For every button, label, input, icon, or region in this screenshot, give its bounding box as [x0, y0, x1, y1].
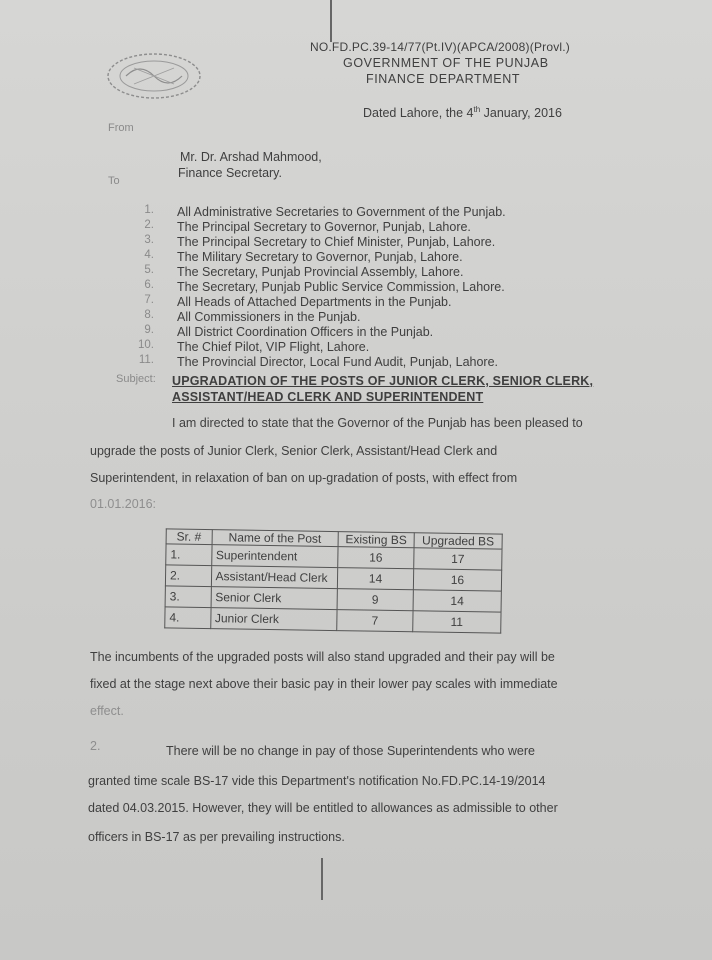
reference-number: NO.FD.PC.39-14/77(Pt.IV)(APCA/2008)(Provl.) [310, 40, 571, 54]
sender-name: Mr. Dr. Arshad Mahmood, [180, 150, 322, 164]
subject-label: Subject: [116, 373, 156, 385]
cell-existing: 16 [338, 547, 414, 569]
recipient-item: The Principal Secretary to Chief Minister, Punjab, Lahore. [177, 235, 496, 249]
cell-existing: 9 [337, 589, 413, 611]
cell-upgraded: 14 [413, 590, 501, 612]
sender-designation: Finance Secretary. [178, 166, 282, 180]
body-line: upgrade the posts of Junior Clerk, Senior Clerk, Assistant/Head Clerk and [90, 444, 498, 458]
recipient-number: 1. [144, 204, 154, 216]
recipient-item: All District Coordination Officers in the Punjab. [177, 325, 434, 339]
cell-upgraded: 16 [413, 569, 501, 591]
recipient-number: 7. [144, 294, 154, 306]
recipient-item: The Secretary, Punjab Provincial Assembly, Lahore. [177, 265, 464, 279]
recipient-item: The Military Secretary to Governor, Punjab, Lahore. [177, 250, 463, 264]
recipient-item: All Commissioners in the Punjab. [177, 310, 361, 324]
body-line: effect. [90, 704, 124, 718]
recipient-item: All Heads of Attached Departments in the Punjab. [177, 295, 452, 309]
crease-top [330, 0, 332, 42]
recipient-number: 8. [144, 309, 154, 321]
subject-heading [172, 373, 593, 405]
recipient-item: The Provincial Director, Local Fund Audit, Punjab, Lahore. [177, 355, 499, 369]
cell-post: Junior Clerk [210, 608, 337, 631]
cell-post: Superintendent [211, 545, 338, 568]
header-post: Name of the Post [212, 530, 339, 547]
header-upgraded: Upgraded BS [414, 533, 502, 549]
recipient-item: The Principal Secretary to Governor, Punjab, Lahore. [177, 220, 471, 234]
header-sr: Sr. # [166, 529, 212, 545]
body-line: granted time scale BS-17 vide this Department's notification No.FD.PC.14-19/2014 [88, 774, 546, 788]
upgradation-table [164, 528, 503, 633]
to-label: To [108, 175, 120, 187]
cell-existing: 14 [337, 568, 413, 590]
body-line: officers in BS-17 as per prevailing instructions. [88, 830, 345, 844]
cell-post: Assistant/Head Clerk [211, 566, 338, 589]
cell-sr: 1. [166, 544, 212, 566]
body-line: dated 04.03.2015. However, they will be entitled to allowances as admissible to other [88, 801, 558, 815]
letter-date: Dated Lahore, the 4th January, 2016 [363, 105, 562, 121]
cell-sr: 3. [165, 586, 211, 608]
cell-post: Senior Clerk [211, 587, 338, 610]
body-line: I am directed to state that the Governor of the Punjab has been pleased to [172, 416, 583, 430]
cell-existing: 7 [337, 610, 413, 632]
recipient-number: 3. [144, 234, 154, 246]
recipient-item: All Administrative Secretaries to Government of the Punjab. [177, 205, 506, 219]
body-line: fixed at the stage next above their basic pay in their lower pay scales with immediate [90, 677, 558, 691]
body-line: 01.01.2016: [90, 497, 157, 511]
department-title: FINANCE DEPARTMENT [366, 72, 521, 86]
cell-upgraded: 11 [413, 611, 501, 633]
subject-line-2: ASSISTANT/HEAD CLERK AND SUPERINTENDENT [172, 390, 484, 404]
recipient-number: 5. [144, 264, 154, 276]
paragraph-number: 2. [90, 739, 101, 753]
body-line: The incumbents of the upgraded posts will also stand upgraded and their pay will be [90, 650, 555, 664]
government-title: GOVERNMENT OF THE PUNJAB [343, 56, 549, 70]
cell-upgraded: 17 [414, 548, 502, 570]
header-existing: Existing BS [338, 532, 414, 548]
recipient-item: The Secretary, Punjab Public Service Commission, Lahore. [177, 280, 505, 294]
table-row [165, 607, 501, 633]
crease-bottom [321, 858, 323, 900]
recipient-number: 2. [144, 219, 154, 231]
body-line: Superintendent, in relaxation of ban on up-gradation of posts, with effect from [90, 471, 518, 485]
body-line: There will be no change in pay of those Superintendents who were [166, 744, 535, 758]
cell-sr: 2. [165, 565, 211, 587]
recipient-number: 6. [144, 279, 154, 291]
recipient-number: 10. [138, 339, 154, 351]
recipient-number: 9. [144, 324, 154, 336]
from-label: From [108, 122, 134, 134]
recipient-item: The Chief Pilot, VIP Flight, Lahore. [177, 340, 370, 354]
subject-line-1: UPGRADATION OF THE POSTS OF JUNIOR CLERK, SENIOR CLERK, [172, 374, 594, 388]
recipient-number: 11. [138, 354, 154, 366]
punjab-seal-icon [104, 50, 204, 102]
recipient-number: 4. [144, 249, 154, 261]
cell-sr: 4. [165, 607, 211, 629]
